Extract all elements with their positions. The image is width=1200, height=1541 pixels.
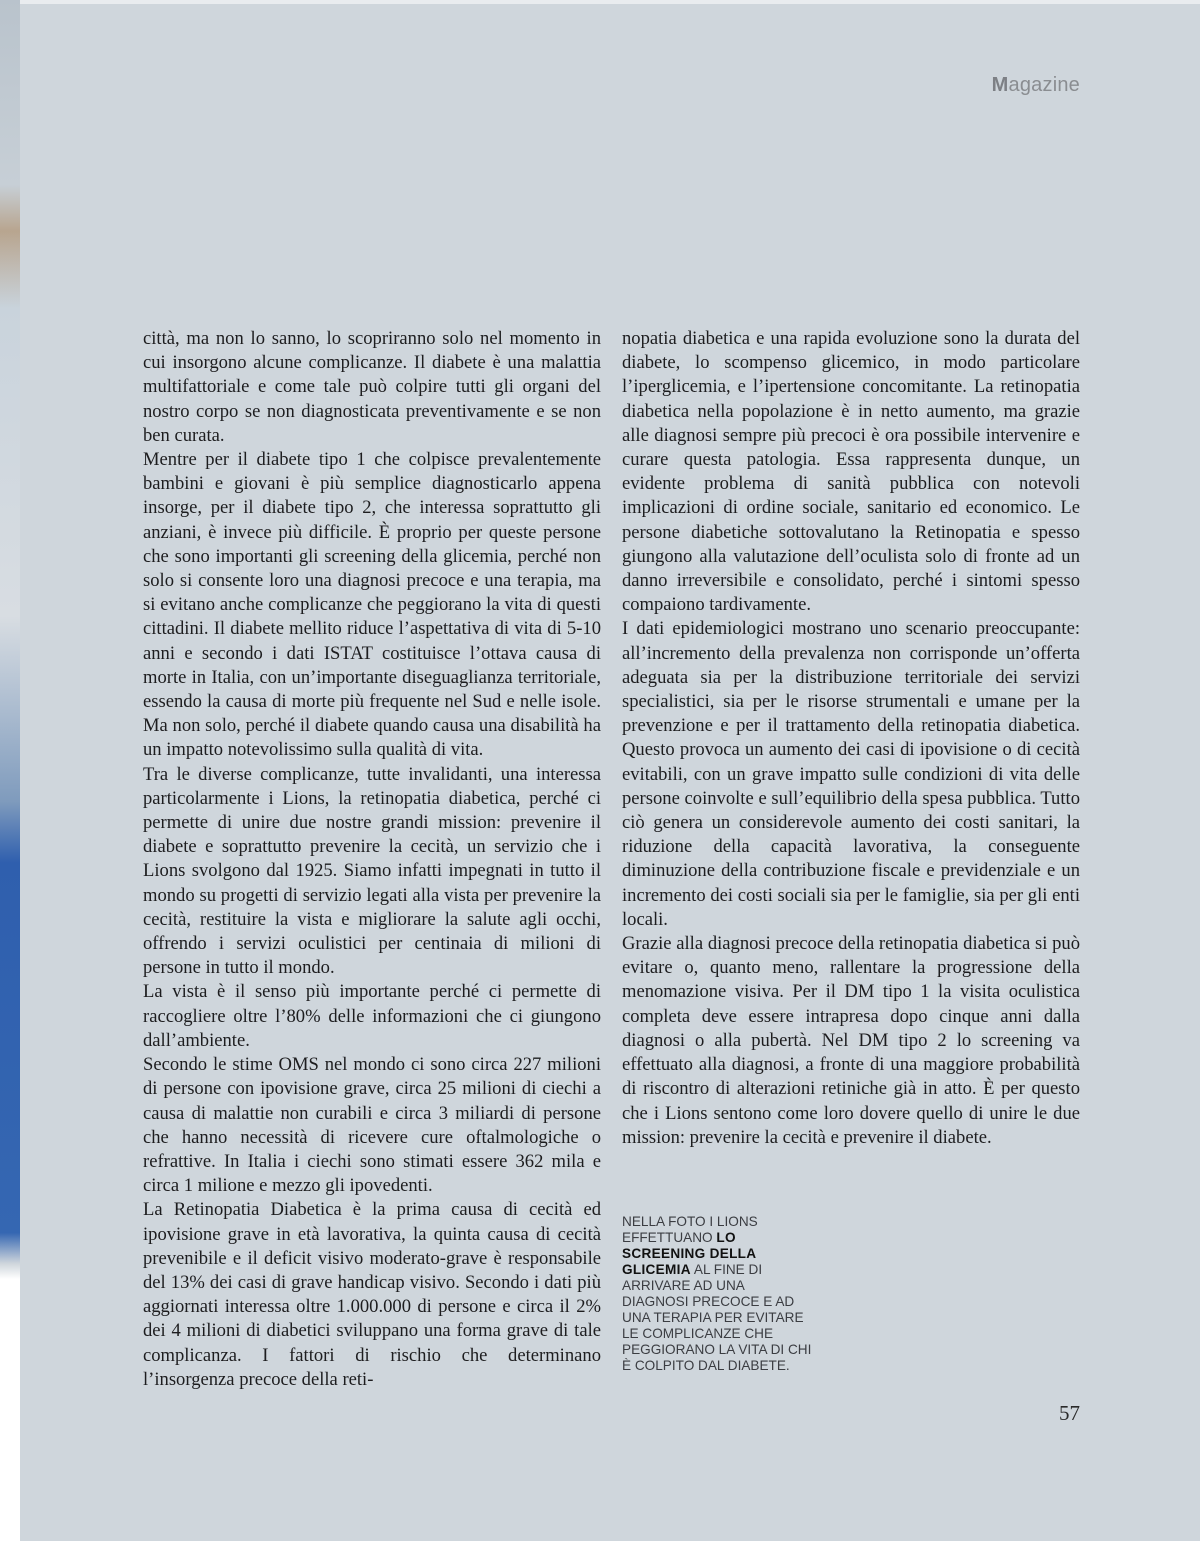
paragraph: La vista è il senso più importante perché ci permette di raccogliere oltre l’80% delle informazioni che ci giungono dall’ambiente. [143, 981, 601, 1051]
paragraph: Mentre per il diabete tipo 1 che colpisce prevalentemente bambini e giovani è più semplice diagnosticarlo appena insorge, per il diabete tipo 2, che interessa soprattutto gli anziani, è invece più difficile. È proprio per queste persone che sono importanti gli screening della glicemia, perché non solo si consente loro una diagnosi precoce e una terapia, ma si evitano anche complicanze che peggiorano la vita di questi cittadini. Il diabete mellito riduce l’aspettativa di vita di 5-10 anni e secondo i dati ISTAT costituisce l’ottava causa di morte in Italia, con un’importante diseguaglianza territoriale, essendo la causa di morte più frequente nel Sud e nelle isole. Ma non solo, perché il diabete quando causa una disabilità ha un impatto notevolissimo sulla qualità di vita. [143, 449, 601, 761]
adjacent-photo-edge [0, 0, 20, 1541]
article-column-left [143, 327, 601, 1392]
caption-highlight: LO SCREENING DELLA GLICEMIA [622, 1230, 756, 1277]
page-number: 57 [1059, 1401, 1080, 1425]
paragraph: Secondo le stime OMS nel mondo ci sono circa 227 milioni di persone con ipovisione grave, circa 25 milioni di ciechi a causa di malattie non curabili e circa 3 miliardi di persone che hanno necessità di ricevere cure oftalmologiche o refrattive. In Italia i ciechi sono stimati essere 362 mila e circa 1 milione e mezzo gli ipovedenti. [143, 1054, 601, 1197]
paragraph: città, ma non lo sanno, lo scopriranno solo nel momento in cui insorgono alcune complicanze. Il diabete è una malattia multifattoriale e come tale può colpire tutti gli organi del nostro corpo se non diagnosticata preventivamente e se non ben curata. [143, 328, 601, 446]
paragraph: Grazie alla diagnosi precoce della retinopatia diabetica si può evitare o, quanto meno, rallentare la progressione della menomazione visiva. Per il DM tipo 1 la visita oculistica completa deve essere intrapresa dopo cinque anni dalla diagnosi o alla pubertà. Nel DM tipo 2 lo screening va effettuato alla diagnosi, a fronte di una maggiore probabilità di riscontro di alterazioni retiniche già in atto. È per questo che i Lions sentono come loro dovere quello di unire le due mission: prevenire la cecità e prevenire il diabete. [622, 933, 1080, 1148]
paragraph: nopatia diabetica e una rapida evoluzione sono la durata del diabete, lo scompenso glicemico, in modo particolare l’iperglicemia, e l’ipertensione concomitante. La retinopatia diabetica nella popolazione è in netto aumento, ma grazie alle diagnosi sempre più precoci è ora possibile intervenire e curare questa patologia. Essa rappresenta dunque, un evidente problema di sanità pubblica con notevoli implicazioni di ordine sociale, sanitario ed economico. Le persone diabetiche sottovalutano la Retinopatia e spesso giungono alla valutazione dell’oculista solo di fronte ad un danno irreversibile e consolidato, perché i sintomi spesso compaiono tardivamente. [622, 328, 1080, 616]
section-label [992, 74, 1080, 97]
caption-intro: NELLA FOTO I LIONS EFFETTUANO [622, 1214, 758, 1245]
article-column-right [622, 327, 1080, 1150]
section-label-rest: agazine [1008, 74, 1080, 96]
caption-body: AL FINE DI ARRIVARE AD UNA DIAGNOSI PRECOCE E AD UNA TERAPIA PER EVITARE LE COMPLICANZE CHE PEGGIORANO LA VITA DI CHI È COLPITO DAL DIABETE. [622, 1262, 812, 1373]
paragraph: La Retinopatia Diabetica è la prima causa di cecità ed ipovisione grave in età lavorativa, la quinta causa di cecità prevenibile e il deficit visivo moderato-grave è responsabile del 13% dei casi di grave handicap visivo. Secondo i dati più aggiornati interessa oltre 1.000.000 di persone e circa il 2% dei 4 milioni di diabetici sviluppano una forma grave di tale complicanza. I fattori di rischio che determinano l’insorgenza precoce della reti- [143, 1199, 601, 1390]
section-label-initial: M [991, 74, 1009, 96]
paragraph: Tra le diverse complicanze, tutte invalidanti, una interessa particolarmente i Lions, la retinopatia diabetica, perché ci permette di unire due nostre grandi mission: prevenire il diabete e soprattutto prevenire la cecità, un servizio che i Lions svolgono dal 1925. Siamo infatti impegnati in tutto il mondo su progetti di servizio legati alla vista per prevenire la cecità, restituire la vista e migliorare la salute agli occhi, offrendo i servizi oculistici per centinaia di milioni di persone in tutto il mondo. [143, 763, 601, 979]
paragraph: I dati epidemiologici mostrano uno scenario preoccupante: all’incremento della prevalenza non corrisponde un’offerta adeguata sia per la distribuzione territoriale dei servizi specialistici, sia per le risorse strumentali e umane per la prevenzione e per il trattamento della retinopatia diabetica. Questo provoca un aumento dei casi di ipovisione o di cecità evitabili, con un grave impatto sulle condizioni di vita delle persone coinvolte e sull’equilibrio della spesa pubblica. Tutto ciò genera un considerevole aumento dei costi sanitari, la riduzione della capacità lavorativa, la conseguente diminuzione della contribuzione fiscale e previdenziale e un incremento dei costi sociali sia per le famiglie, sia per gli enti locali. [622, 618, 1080, 930]
photo-caption [622, 1214, 812, 1374]
